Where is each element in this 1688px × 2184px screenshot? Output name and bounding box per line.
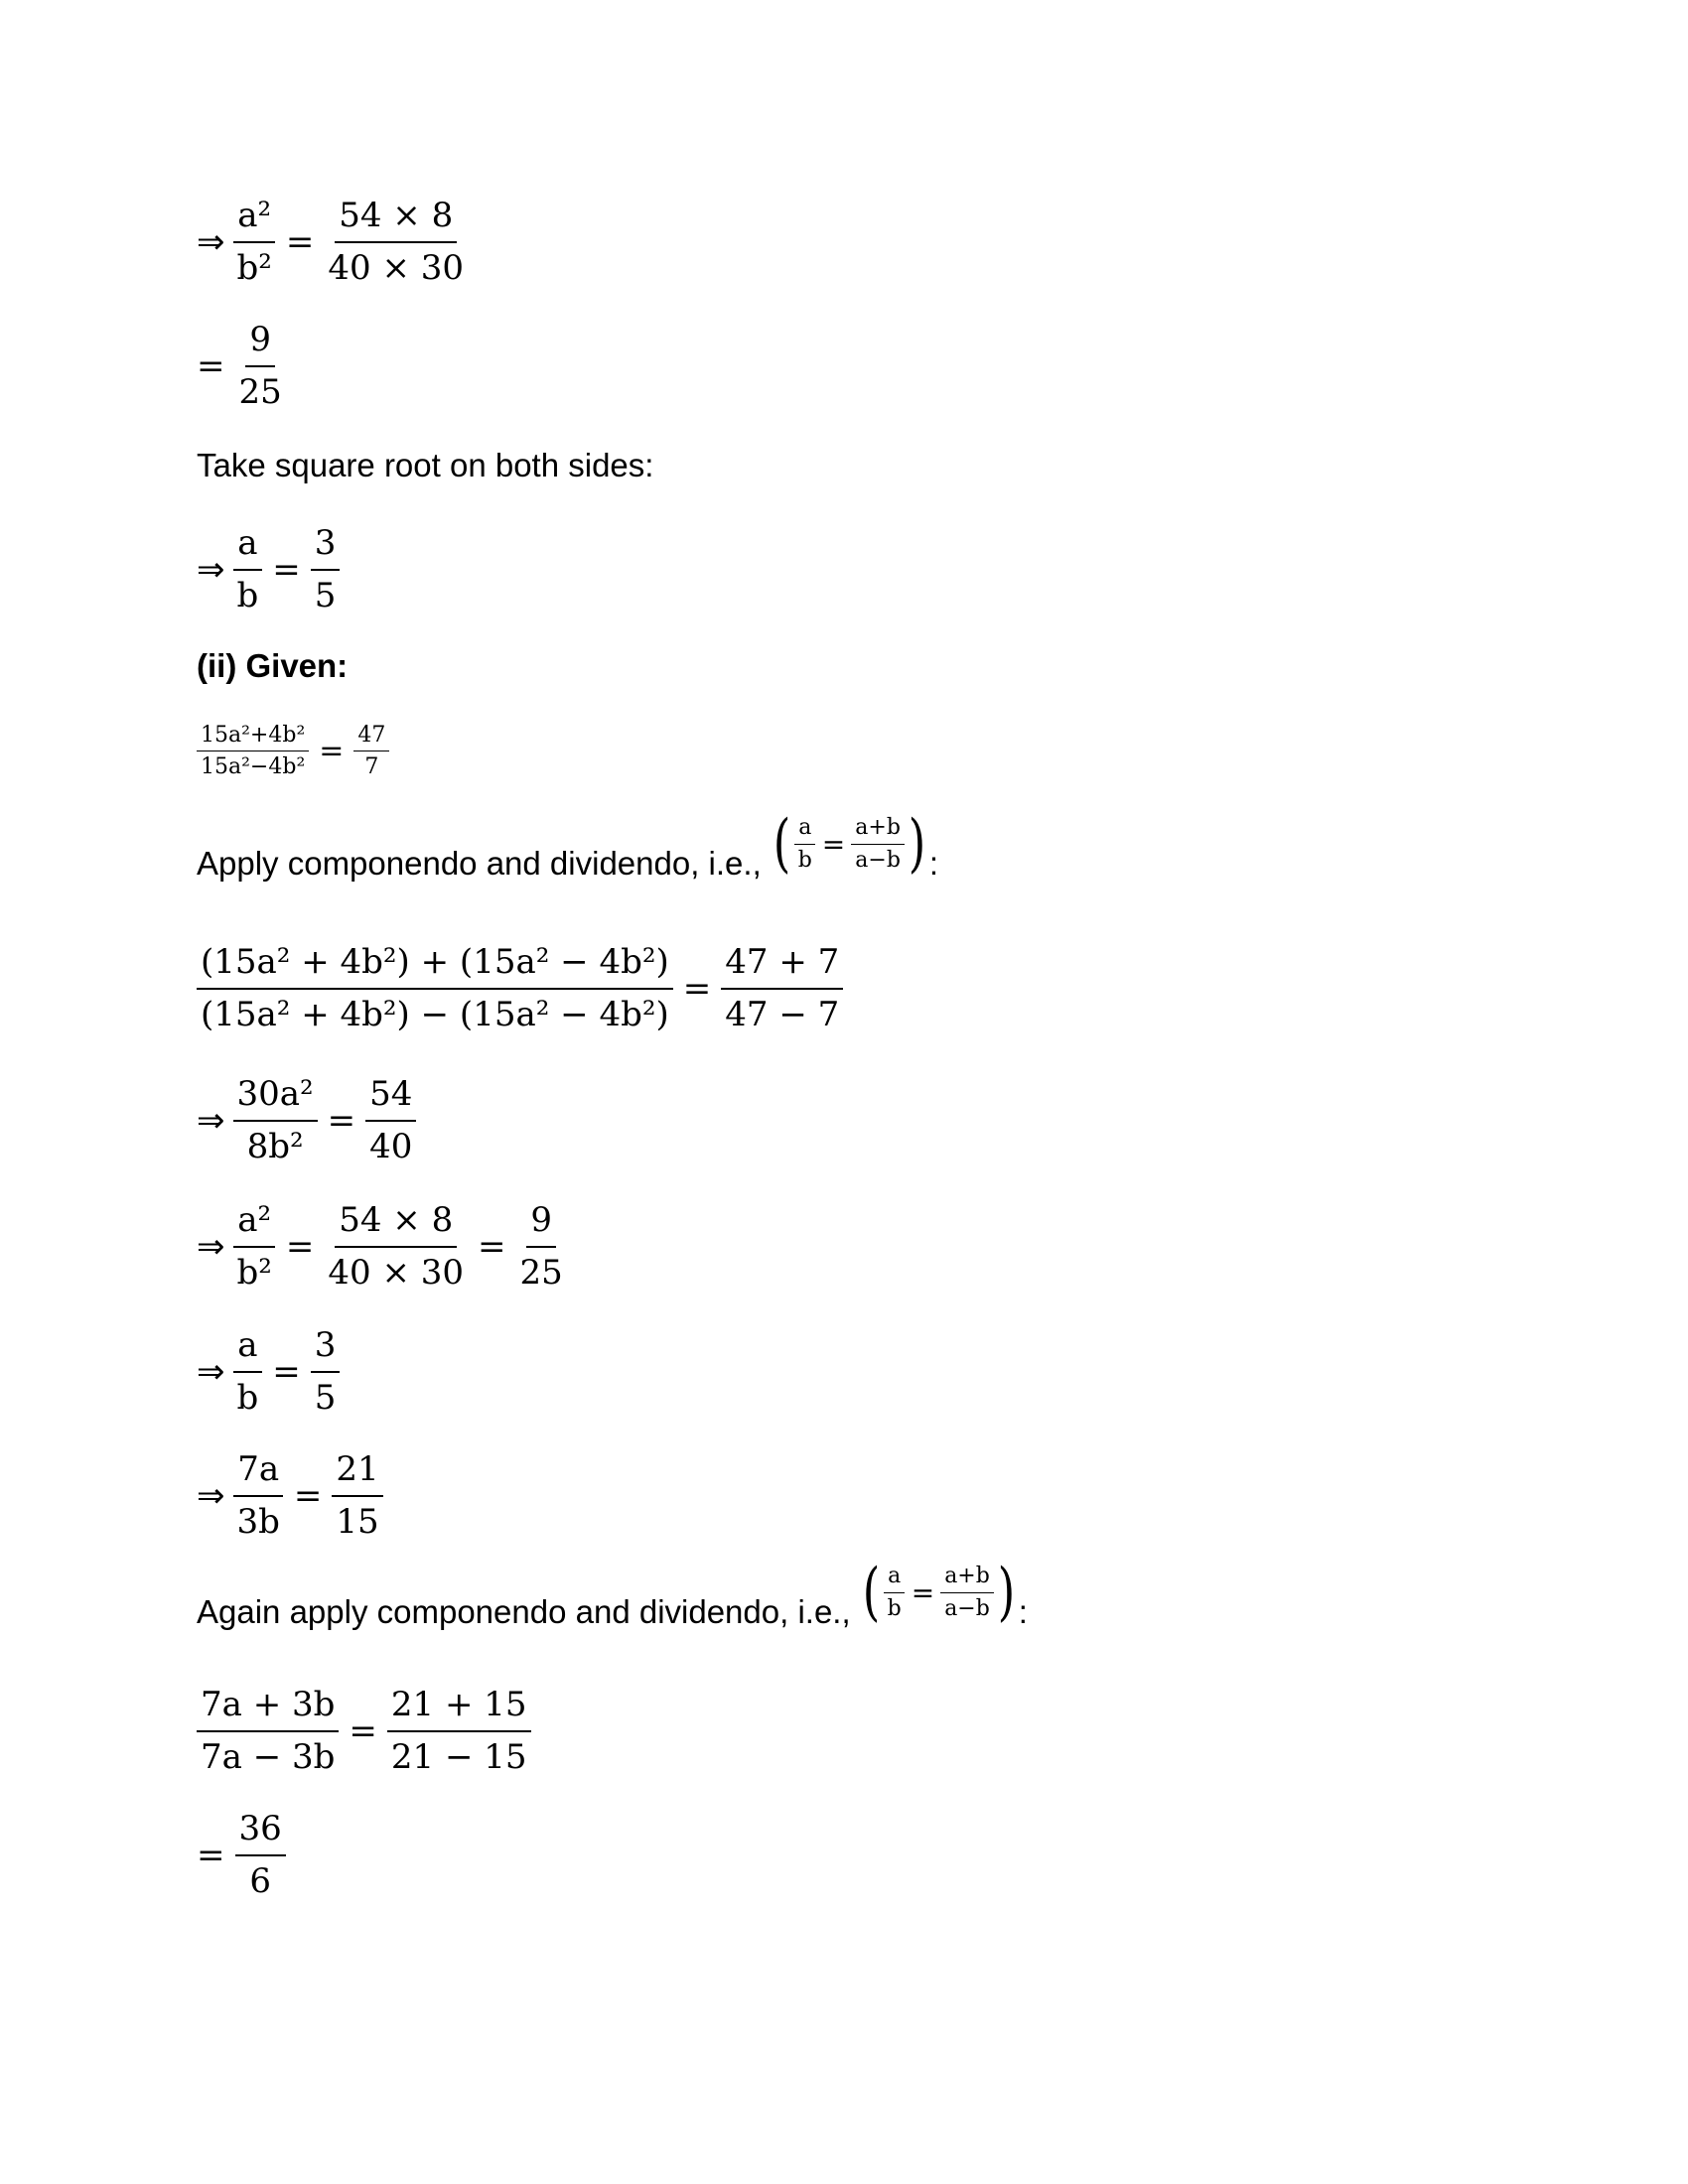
equals-sign: = — [285, 222, 315, 263]
fraction — [516, 1201, 567, 1293]
numerator: 15a²+4b² — [197, 723, 309, 751]
fraction — [235, 321, 286, 412]
fraction — [197, 1686, 339, 1777]
implies-arrow: ⇒ — [197, 222, 225, 263]
numerator: a — [233, 1326, 261, 1373]
fraction — [851, 815, 905, 873]
numerator: a² — [233, 1201, 275, 1248]
numerator: a — [884, 1564, 905, 1592]
denominator: 40 — [369, 1127, 413, 1167]
numerator: a — [794, 815, 815, 844]
fraction — [233, 1326, 263, 1418]
denominator: 25 — [238, 372, 282, 413]
implies-arrow: ⇒ — [197, 1101, 225, 1142]
denominator: 15 — [336, 1502, 379, 1543]
instruction-text: Again apply componendo and dividendo, i.e., — [197, 1593, 851, 1630]
fraction — [884, 1564, 906, 1621]
equals-sign: = — [682, 969, 712, 1010]
componendo-formula — [859, 1556, 1019, 1629]
denominator: b — [797, 847, 812, 873]
componendo-formula — [770, 807, 929, 881]
denominator: a−b — [855, 847, 901, 873]
denominator: 25 — [519, 1253, 563, 1294]
equation-given — [197, 723, 389, 780]
equals-sign: = — [285, 1227, 315, 1268]
numerator: (15a² + 4b²) + (15a² − 4b²) — [197, 943, 673, 990]
equals-sign: = — [293, 1476, 323, 1517]
fraction — [387, 1686, 531, 1777]
fraction — [233, 1201, 276, 1293]
equals-sign: = — [911, 1575, 935, 1609]
colon: : — [928, 845, 939, 882]
numerator: 7a + 3b — [197, 1686, 339, 1732]
section-heading: (ii) Given: — [197, 647, 349, 684]
denominator: 6 — [249, 1861, 271, 1902]
colon: : — [1018, 1593, 1028, 1630]
implies-arrow: ⇒ — [197, 1352, 225, 1393]
fraction — [365, 1075, 416, 1166]
fraction — [233, 197, 276, 288]
fraction — [353, 723, 389, 780]
fraction — [197, 943, 673, 1034]
componendo-instruction — [197, 807, 939, 895]
equation-equals-9-25 — [197, 321, 286, 412]
close-paren: ) — [908, 807, 926, 881]
equals-sign: = — [349, 1711, 377, 1752]
denominator: 15a²−4b² — [201, 754, 306, 780]
numerator: 9 — [245, 321, 275, 367]
numerator: 21 — [332, 1450, 382, 1497]
equation-equals-36-6 — [197, 1810, 286, 1901]
equation-7a-plus-3b — [197, 1686, 531, 1777]
equals-sign: = — [319, 734, 345, 769]
denominator: 3b — [236, 1502, 280, 1543]
fraction — [311, 1326, 341, 1418]
numerator: 30a² — [233, 1075, 318, 1122]
implies-arrow: ⇒ — [197, 550, 225, 591]
fraction — [940, 1564, 994, 1621]
componendo-instruction-again — [197, 1556, 1028, 1644]
fraction — [233, 1075, 318, 1166]
numerator: 3 — [311, 1326, 341, 1373]
numerator: 47 — [353, 723, 389, 751]
numerator: 54 — [365, 1075, 416, 1122]
denominator: 47 − 7 — [725, 995, 840, 1035]
equals-sign: = — [327, 1101, 356, 1142]
fraction — [235, 1810, 286, 1901]
denominator: (15a² + 4b²) − (15a² − 4b²) — [201, 995, 669, 1035]
denominator: 7 — [364, 754, 379, 780]
denominator: b — [887, 1595, 902, 1621]
equation-a-b-3-5-second — [197, 1326, 340, 1418]
numerator: a+b — [851, 815, 905, 844]
equation-7a-3b — [197, 1450, 383, 1542]
implies-arrow: ⇒ — [197, 1227, 225, 1268]
numerator: 36 — [235, 1810, 286, 1856]
denominator: b — [236, 1378, 259, 1419]
numerator: a² — [233, 197, 275, 243]
fraction — [311, 524, 341, 615]
numerator: 54 × 8 — [335, 197, 457, 243]
fraction — [233, 1450, 284, 1542]
equation-30a2-8b2 — [197, 1075, 416, 1166]
fraction — [233, 524, 263, 615]
instruction-text: Take square root on both sides: — [197, 447, 654, 483]
equation-a2-b2-ratio — [197, 197, 468, 288]
equals-sign: = — [197, 1836, 225, 1876]
implies-arrow: ⇒ — [197, 1476, 225, 1517]
equals-sign: = — [478, 1227, 506, 1268]
fraction — [794, 815, 816, 873]
numerator: 21 + 15 — [387, 1686, 531, 1732]
fraction — [721, 943, 843, 1034]
numerator: a — [233, 524, 261, 571]
equals-sign: = — [272, 1352, 301, 1393]
denominator: 40 × 30 — [328, 1253, 465, 1294]
numerator: 47 + 7 — [721, 943, 843, 990]
denominator: b² — [236, 248, 272, 289]
equation-a-b-3-5 — [197, 524, 340, 615]
fraction — [324, 197, 468, 288]
denominator: b² — [236, 1253, 272, 1294]
numerator: 7a — [233, 1450, 283, 1497]
denominator: 5 — [314, 576, 337, 616]
denominator: 8b² — [246, 1127, 304, 1167]
equals-sign: = — [821, 827, 846, 861]
equals-sign: = — [272, 550, 301, 591]
denominator: 7a − 3b — [201, 1737, 336, 1778]
equation-componendo-applied — [197, 943, 843, 1034]
instruction-text: Apply componendo and dividendo, i.e., — [197, 845, 762, 882]
denominator: 40 × 30 — [328, 248, 465, 289]
close-paren: ) — [997, 1556, 1016, 1629]
fraction — [324, 1201, 468, 1293]
denominator: 21 − 15 — [390, 1737, 527, 1778]
open-paren: ( — [773, 807, 790, 881]
open-paren: ( — [862, 1556, 880, 1629]
denominator: a−b — [944, 1595, 990, 1621]
numerator: a+b — [940, 1564, 994, 1592]
fraction — [197, 723, 309, 780]
numerator: 9 — [526, 1201, 556, 1248]
equation-a2-b2-9-25 — [197, 1201, 567, 1293]
numerator: 3 — [311, 524, 341, 571]
fraction — [332, 1450, 382, 1542]
numerator: 54 × 8 — [335, 1201, 457, 1248]
equals-sign: = — [197, 346, 225, 387]
denominator: 5 — [314, 1378, 337, 1419]
denominator: b — [236, 576, 259, 616]
